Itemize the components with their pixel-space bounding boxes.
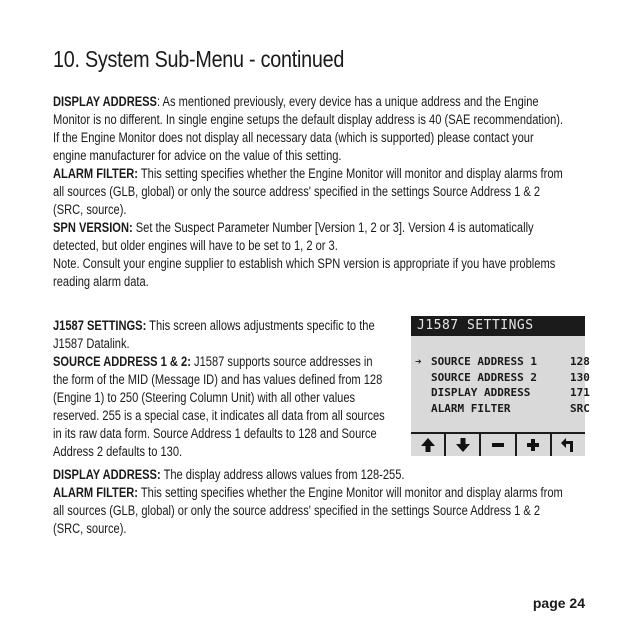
lcd-row-value: 128 bbox=[570, 355, 590, 368]
display-address-text-2: The display address allows values from 128-255. bbox=[160, 467, 405, 482]
lcd-row-label: SOURCE ADDRESS 1 bbox=[431, 355, 537, 368]
lcd-row-value: 171 bbox=[570, 386, 590, 399]
plus-icon bbox=[525, 437, 541, 453]
lcd-row-display-address[interactable] bbox=[415, 385, 595, 401]
alarm-filter-text: This setting specifies whether the Engine Monitor will monitor and display alarms from all sources (GLB, global) or only the source address' specified in the settings Source Address 1 & 2 (SRC, source). bbox=[53, 166, 563, 217]
display-address-label-2: DISPLAY ADDRESS: bbox=[53, 467, 161, 482]
page-number: page 24 bbox=[532, 595, 585, 611]
lcd-menu bbox=[415, 354, 595, 416]
j1587-settings-text: This screen allows adjustments specific to the J1587 Datalink. bbox=[53, 318, 375, 351]
alarm-filter-label-2: ALARM FILTER: bbox=[53, 485, 138, 500]
section-j1587-more bbox=[53, 466, 568, 538]
spn-version-label: SPN VERSION: bbox=[53, 220, 133, 235]
minus-key[interactable] bbox=[481, 434, 514, 456]
lcd-row-alarm-filter[interactable] bbox=[415, 401, 595, 417]
alarm-filter-label: ALARM FILTER: bbox=[53, 166, 138, 181]
return-key[interactable] bbox=[552, 434, 585, 456]
plus-key[interactable] bbox=[517, 434, 550, 456]
lcd-screen bbox=[411, 316, 590, 456]
down-key[interactable] bbox=[446, 434, 479, 456]
lcd-row-label: ALARM FILTER bbox=[431, 401, 511, 415]
down-arrow-icon bbox=[455, 437, 471, 453]
lcd-row-source-address-2[interactable] bbox=[415, 370, 595, 386]
note-text: Note. Consult your engine supplier to establish which SPN version is appropriate if you have problems reading alarm data. bbox=[53, 256, 556, 289]
lcd-row-value: SRC bbox=[570, 401, 590, 415]
j1587-settings-label: J1587 SETTINGS: bbox=[53, 318, 147, 333]
lcd-row-label: SOURCE ADDRESS 2 bbox=[431, 370, 537, 384]
page-title: 10. System Sub-Menu - continued bbox=[53, 46, 345, 72]
section-j1587 bbox=[53, 317, 389, 461]
source-address-text: J1587 supports source addresses in the form of the MID (Message ID) and has values defined from 128 (Engine 1) to 250 (Steering Column Unit) with all other values reserved. 255 is a special case, it indicates all data from all sources in its raw data form. Source Address 1 defaults to 128 and Source Address 2 defaults to 130. bbox=[53, 354, 385, 459]
up-key[interactable] bbox=[411, 434, 444, 456]
minus-icon bbox=[490, 437, 506, 453]
lcd-row-label: DISPLAY ADDRESS bbox=[431, 386, 531, 399]
display-address-text: : As mentioned previously, every device has a unique address and the Engine Monitor is no different. In single engine setups the default display address is 40 (SAE recommendation). If the Engine Monitor does not display all necessary data (which is supported) please contact your engine manufacturer for advice on the value of this setting. bbox=[53, 94, 564, 163]
lcd-row-source-address-1[interactable] bbox=[415, 354, 595, 370]
spn-version-text: Set the Suspect Parameter Number [Version 1, 2 or 3]. Version 4 is automatically detected, but older engines will have to be set to 1, 2 or 3. bbox=[53, 220, 534, 253]
lcd-softkeys bbox=[411, 432, 585, 456]
source-address-label: SOURCE ADDRESS 1 & 2: bbox=[53, 354, 191, 369]
selected-arrow-icon: ➔ bbox=[415, 355, 422, 368]
display-address-label: DISPLAY ADDRESS bbox=[53, 94, 157, 109]
alarm-filter-text-2: This setting specifies whether the Engine Monitor will monitor and display alarms from all sources (GLB, global) or only the source address' specified in the settings Source Address 1 & 2 (SRC, source). bbox=[53, 485, 563, 536]
lcd-title: J1587 SETTINGS bbox=[411, 316, 585, 336]
lcd-row-value: 130 bbox=[570, 370, 590, 384]
return-icon bbox=[560, 437, 576, 453]
section-system-settings bbox=[53, 93, 568, 291]
up-arrow-icon bbox=[420, 437, 436, 453]
